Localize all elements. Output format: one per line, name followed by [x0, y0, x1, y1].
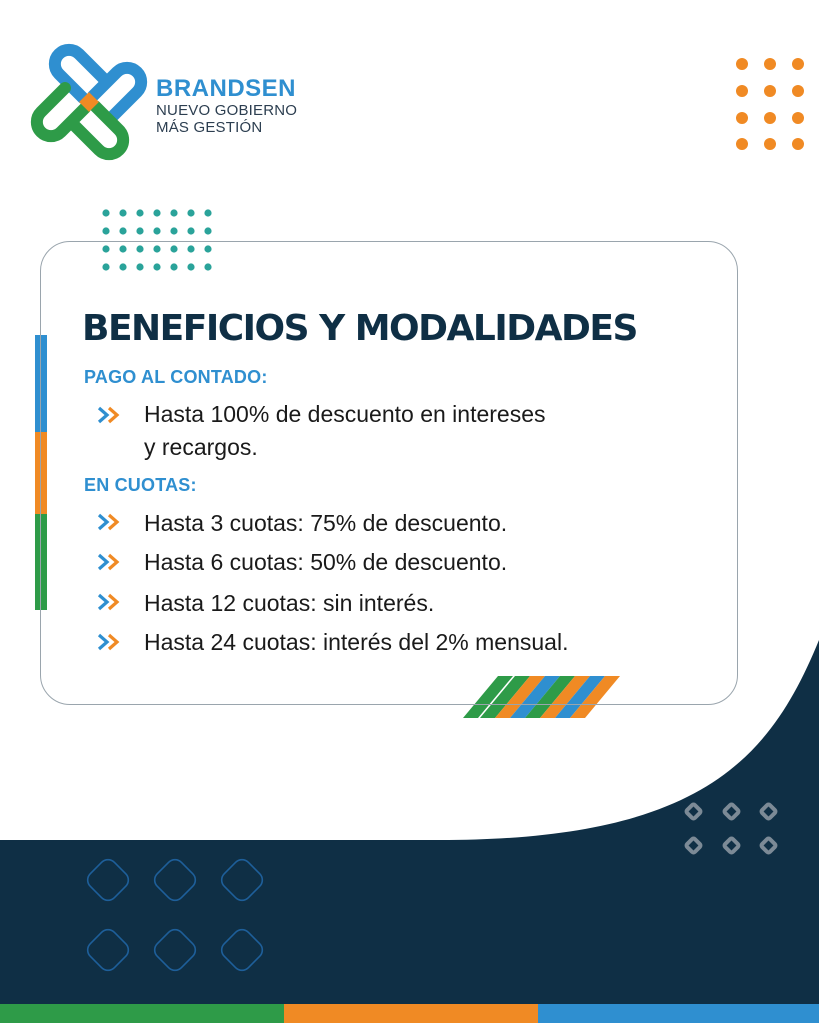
cash-item-line2: y recargos. — [144, 434, 258, 460]
double-chevron-icon — [97, 633, 123, 651]
brand-block — [156, 76, 297, 136]
cash-item-line1: Hasta 100% de descuento en intereses — [144, 401, 546, 427]
orange-dot-grid — [736, 58, 804, 150]
installment-item: Hasta 24 cuotas: interés del 2% mensual. — [144, 629, 569, 655]
installment-item: Hasta 12 cuotas: sin interés. — [144, 590, 435, 616]
double-chevron-icon — [97, 553, 123, 571]
brandsen-logo — [37, 50, 141, 154]
card-title: BENEFICIOS Y MODALIDADES — [82, 308, 637, 349]
installments-heading: EN CUOTAS: — [84, 475, 197, 495]
double-chevron-icon — [97, 406, 123, 424]
brand-tagline-1: NUEVO GOBIERNO — [156, 102, 298, 119]
cash-heading: PAGO AL CONTADO: — [84, 367, 268, 387]
stripe-orange — [284, 1004, 538, 1023]
stripe-blue — [538, 1004, 819, 1023]
double-chevron-icon — [97, 513, 123, 531]
brand-tagline-2: MÁS GESTIÓN — [156, 119, 263, 136]
double-chevron-icon — [97, 593, 123, 611]
installment-item: Hasta 3 cuotas: 75% de descuento. — [144, 510, 508, 536]
stripe-green — [0, 1004, 284, 1023]
installment-item: Hasta 6 cuotas: 50% de descuento. — [144, 549, 508, 575]
brand-name: BRANDSEN — [156, 75, 297, 102]
